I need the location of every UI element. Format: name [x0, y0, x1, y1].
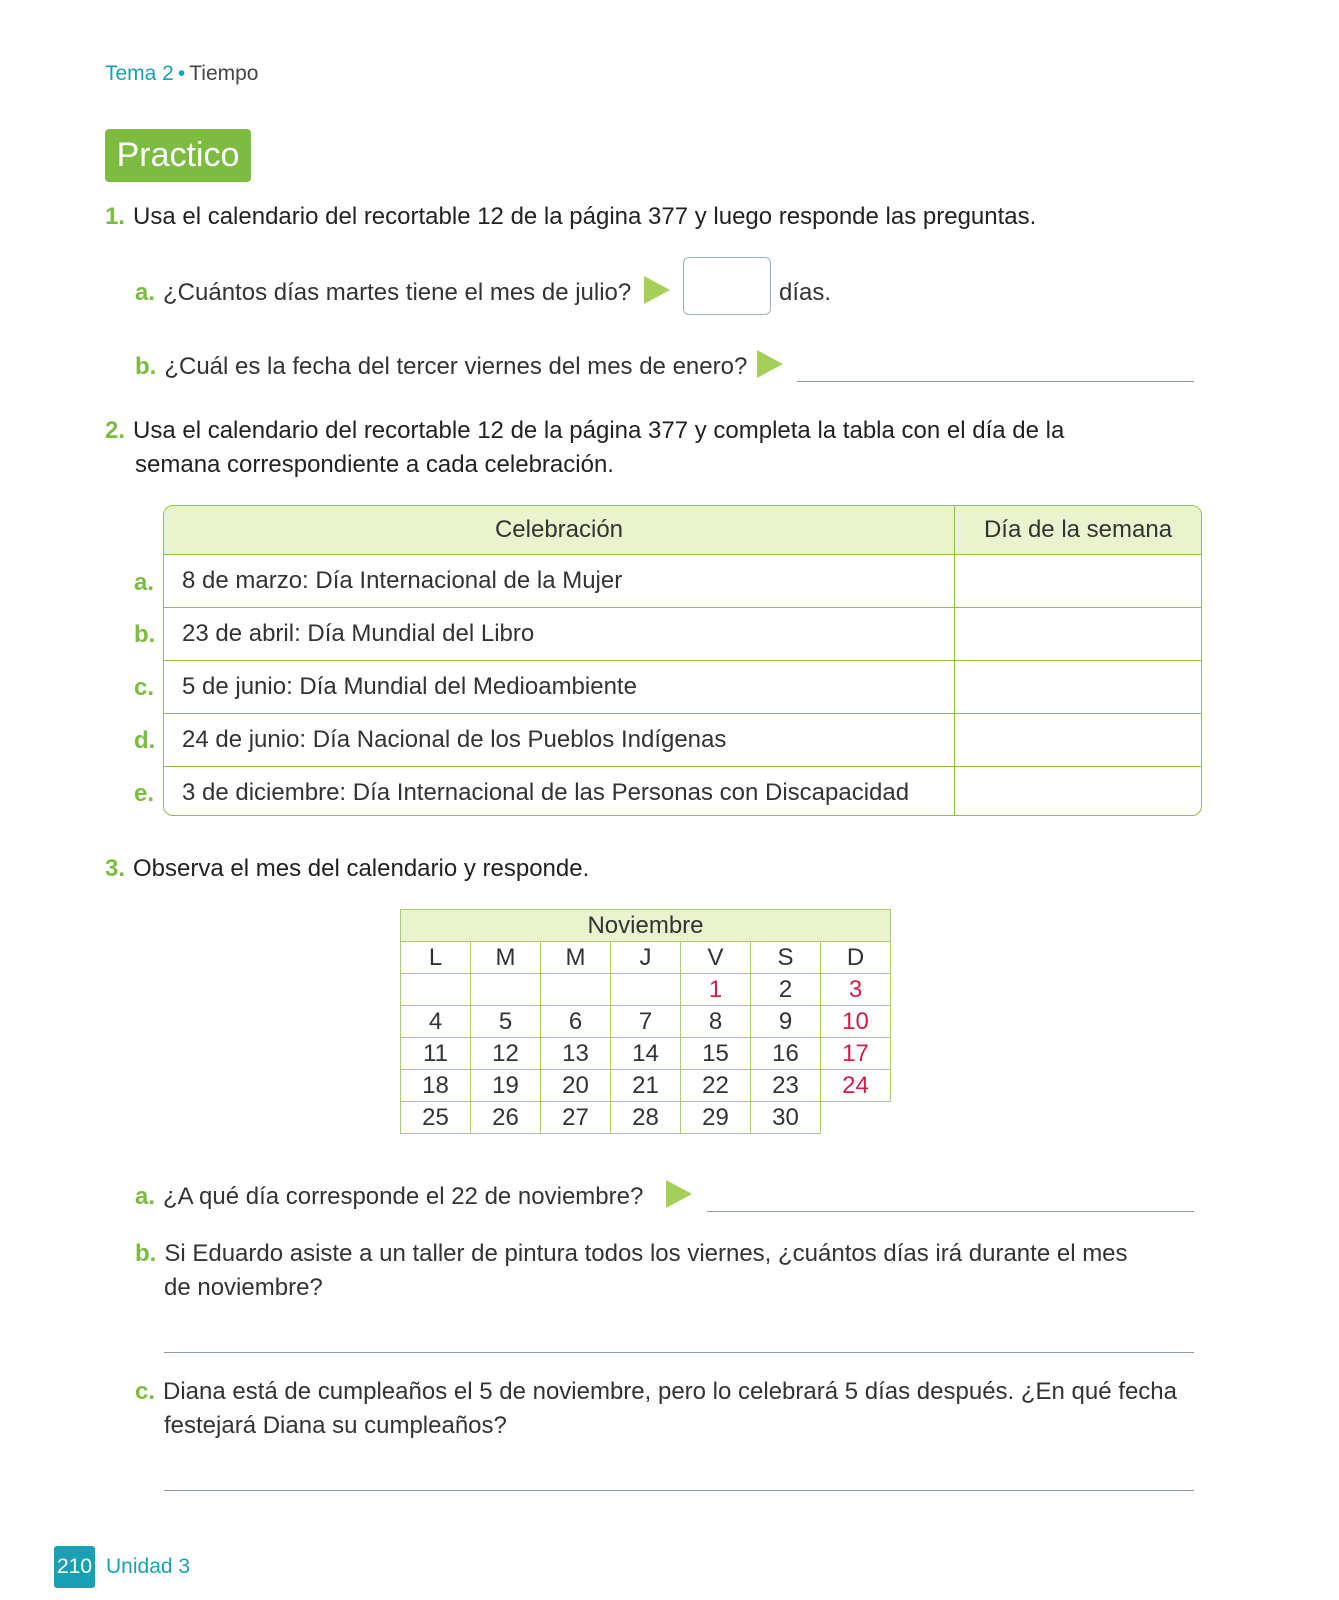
column-header-weekday: Día de la semana	[983, 516, 1173, 543]
answer-line-3c[interactable]	[164, 1490, 1194, 1491]
calendar-day: 4	[401, 1006, 471, 1038]
calendar-day-empty	[821, 1102, 891, 1134]
weekday-header: S	[751, 942, 821, 974]
item-text: ¿Cuál es la fecha del tercer viernes del mes de enero?	[164, 353, 748, 380]
calendar-day: 22	[681, 1070, 751, 1102]
calendar-day-sunday: 24	[821, 1070, 891, 1102]
calendar-day: 20	[541, 1070, 611, 1102]
table-row	[164, 714, 1201, 767]
answer-line-3b[interactable]	[164, 1352, 1194, 1353]
weekday-header: L	[401, 942, 471, 974]
row-label: d.	[134, 727, 156, 754]
calendar-week	[401, 974, 891, 1006]
celebrations-table	[163, 505, 1202, 816]
item-text: ¿Cuántos días martes tiene el mes de julio?	[163, 279, 632, 306]
calendar-day: 12	[471, 1038, 541, 1070]
calendar-day: 23	[751, 1070, 821, 1102]
calendar-day-sunday: 17	[821, 1038, 891, 1070]
calendar-day	[611, 974, 681, 1006]
calendar-day: 7	[611, 1006, 681, 1038]
question-2-line2: semana correspondiente a cada celebración.	[135, 451, 614, 478]
weekday-answer-cell[interactable]	[956, 555, 1201, 607]
column-header-celebration: Celebración	[494, 516, 624, 543]
item-label: a.	[135, 1183, 156, 1210]
celebration-cell: 23 de abril: Día Mundial del Libro	[182, 620, 535, 647]
row-label: e.	[134, 780, 155, 807]
item-text: ¿A qué día corresponde el 22 de noviembre?	[163, 1183, 644, 1210]
calendar-day: 9	[751, 1006, 821, 1038]
question-text: Observa el mes del calendario y responde.	[133, 855, 590, 882]
item-label: c.	[135, 1378, 156, 1405]
calendar-day: 16	[751, 1038, 821, 1070]
column-divider	[954, 506, 955, 815]
calendar-day	[541, 974, 611, 1006]
weekday-header: J	[611, 942, 681, 974]
question-text: Usa el calendario del recortable 12 de la página 377 y luego responde las preguntas.	[133, 203, 1037, 230]
calendar-day: 2	[751, 974, 821, 1006]
question-1a	[135, 279, 631, 307]
question-text-line1: Usa el calendario del recortable 12 de la página 377 y completa la tabla con el día de la	[133, 417, 1065, 444]
calendar-day: 27	[541, 1102, 611, 1134]
november-calendar	[400, 909, 891, 1134]
calendar-day: 11	[401, 1038, 471, 1070]
question-1b	[135, 353, 747, 381]
calendar-day: 18	[401, 1070, 471, 1102]
question-1	[105, 203, 1036, 231]
weekday-answer-cell[interactable]	[956, 767, 1201, 815]
calendar-day-sunday: 3	[821, 974, 891, 1006]
item-label: b.	[135, 1240, 157, 1267]
table-row	[164, 555, 1201, 608]
weekday-answer-cell[interactable]	[956, 661, 1201, 713]
calendar-month: Noviembre	[401, 910, 891, 942]
row-label: b.	[134, 621, 156, 648]
answer-box-1a[interactable]	[683, 257, 771, 315]
calendar-day: 25	[401, 1102, 471, 1134]
calendar-day	[471, 974, 541, 1006]
weekday-header: M	[471, 942, 541, 974]
header-separator: •	[177, 62, 186, 85]
table-header	[164, 506, 1201, 555]
celebration-cell: 8 de marzo: Día Internacional de la Mujer	[182, 567, 623, 594]
weekday-header: D	[821, 942, 891, 974]
weekday-answer-cell[interactable]	[956, 608, 1201, 660]
calendar-day: 19	[471, 1070, 541, 1102]
calendar-day-sunday: 10	[821, 1006, 891, 1038]
calendar-day: 15	[681, 1038, 751, 1070]
table-row	[164, 661, 1201, 714]
weekday-header: M	[541, 942, 611, 974]
calendar-day: 14	[611, 1038, 681, 1070]
question-number: 3.	[105, 855, 126, 882]
item-label: b.	[135, 353, 157, 380]
answer-arrow-icon	[666, 1180, 692, 1208]
calendar-day: 30	[751, 1102, 821, 1134]
answer-suffix: días.	[779, 279, 832, 306]
question-3c	[135, 1378, 1177, 1406]
section-badge: Practico	[105, 129, 251, 182]
row-label: a.	[134, 569, 155, 596]
celebration-cell: 3 de diciembre: Día Internacional de las Personas con Discapacidad	[182, 779, 910, 806]
weekday-header: V	[681, 942, 751, 974]
answer-line-1b[interactable]	[797, 381, 1194, 382]
topic-number: Tema 2	[105, 62, 174, 85]
item-text-line1: Diana está de cumpleaños el 5 de noviembre, pero lo celebrará 5 días después. ¿En qué fecha	[163, 1378, 1177, 1405]
question-3c-line2: festejará Diana su cumpleaños?	[164, 1412, 507, 1439]
calendar-week	[401, 1070, 891, 1102]
unit-label: Unidad 3	[106, 1555, 191, 1578]
row-label: c.	[134, 674, 155, 701]
answer-line-3a[interactable]	[707, 1211, 1194, 1212]
calendar-day: 21	[611, 1070, 681, 1102]
calendar-day: 8	[681, 1006, 751, 1038]
calendar-week	[401, 1038, 891, 1070]
celebration-cell: 5 de junio: Día Mundial del Medioambiente	[182, 673, 637, 700]
page-header	[105, 62, 258, 86]
item-label: a.	[135, 279, 156, 306]
weekday-answer-cell[interactable]	[956, 714, 1201, 766]
calendar-day: 28	[611, 1102, 681, 1134]
calendar-week	[401, 1102, 891, 1134]
calendar-day: 29	[681, 1102, 751, 1134]
topic-title: Tiempo	[189, 62, 259, 85]
question-3b-line2: de noviembre?	[164, 1274, 323, 1301]
question-3b	[135, 1240, 1128, 1268]
calendar-day: 5	[471, 1006, 541, 1038]
calendar-day: 26	[471, 1102, 541, 1134]
answer-arrow-icon	[757, 350, 783, 378]
item-text-line1: Si Eduardo asiste a un taller de pintura todos los viernes, ¿cuántos días irá durante el mes	[164, 1240, 1128, 1267]
calendar-day: 13	[541, 1038, 611, 1070]
calendar-day: 6	[541, 1006, 611, 1038]
question-3a	[135, 1183, 643, 1211]
calendar-day	[401, 974, 471, 1006]
calendar-week	[401, 1006, 891, 1038]
question-number: 2.	[105, 417, 126, 444]
table-row	[164, 767, 1201, 816]
table-row	[164, 608, 1201, 661]
question-2	[105, 417, 1064, 445]
calendar-day-holiday: 1	[681, 974, 751, 1006]
question-3	[105, 855, 589, 883]
celebration-cell: 24 de junio: Día Nacional de los Pueblos Indígenas	[182, 726, 727, 753]
question-number: 1.	[105, 203, 126, 230]
page-number: 210	[54, 1546, 95, 1588]
answer-arrow-icon	[644, 276, 670, 304]
